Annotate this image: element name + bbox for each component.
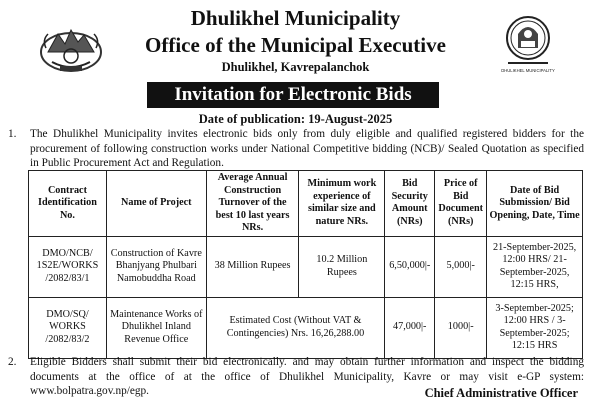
column-header: Date of Bid Submission/ Bid Opening, Date, Time xyxy=(487,171,583,237)
dates-cell: 21-September-2025, 12:00 HRS/ 21-September-2025, 12:15 HRS, xyxy=(487,236,583,297)
table-header-row xyxy=(29,171,583,237)
column-header: Price of Bid Document (NRs) xyxy=(435,171,487,237)
contract-id-cell: DMO/NCB/ 1S2E/WORKS /2082/83/1 xyxy=(29,236,107,297)
org-name: Dhulikhel Municipality xyxy=(190,6,401,30)
turnover-cell: 38 Million Rupees xyxy=(206,236,299,297)
notice-title: Invitation for Electronic Bids xyxy=(147,82,439,108)
experience-cell: 10.2 Million Rupees xyxy=(299,236,385,297)
location: Dhulikhel, Kavrepalanchok xyxy=(221,60,370,74)
paragraph-text: The Dhulikhel Municipality invites electronic bids only from duly eligible and qualified registered bidders for the procurement of following construction works under National Competitive bidding (NCB)/ Sealed Quotation as specified in Public Procurement Act and Regulation. xyxy=(30,128,584,169)
bids-table xyxy=(28,170,583,359)
column-header: Bid Security Amount (NRs) xyxy=(385,171,435,237)
bid-security-cell: 47,000|- xyxy=(385,297,435,358)
column-header: Contract Identification No. xyxy=(29,171,107,237)
bid-security-cell: 6,50,000|- xyxy=(385,236,435,297)
doc-price-cell: 5,000|- xyxy=(435,236,487,297)
project-cell: Construction of Kavre Bhanjyang Phulbari Namobuddha Road xyxy=(106,236,206,297)
publication-date: Date of publication: 19-August-2025 xyxy=(198,112,393,126)
office-name: Office of the Municipal Executive xyxy=(145,33,446,57)
table-row xyxy=(29,297,583,358)
signoff: Chief Administrative Officer xyxy=(424,386,578,400)
contract-id-cell: DMO/SQ/ WORKS /2082/83/2 xyxy=(29,297,107,358)
paragraph-text: Eligible Bidders shall submit their bid electronically. and may obtain further information and inspect the bidding documents at the office of at the office of Dhulikhel Municipality, Kavre or may visit e-GP system: www.bolpatra.gov.np/egp. xyxy=(30,356,584,397)
paragraph-1 xyxy=(8,127,584,171)
dates-cell: 3-September-2025; 12:00 HRS / 3-September-2025; 12:15 HRS xyxy=(487,297,583,358)
paragraph-number: 2. xyxy=(8,356,17,368)
project-cell: Maintenance Works of Dhulikhel Inland Revenue Office xyxy=(106,297,206,358)
column-header: Average Annual Construction Turnover of the best 10 last years NRs. xyxy=(206,171,299,237)
paragraph-number: 1. xyxy=(8,128,17,140)
column-header: Name of Project xyxy=(106,171,206,237)
estimated-cost-cell: Estimated Cost (Without VAT & Contingencies) Nrs. 16,26,288.00 xyxy=(206,297,385,358)
seal-caption: DHULIKHEL MUNICIPALITY xyxy=(501,68,555,73)
column-header: Minimum work experience of similar size and nature NRs. xyxy=(299,171,385,237)
table-row xyxy=(29,236,583,297)
doc-price-cell: 1000|- xyxy=(435,297,487,358)
